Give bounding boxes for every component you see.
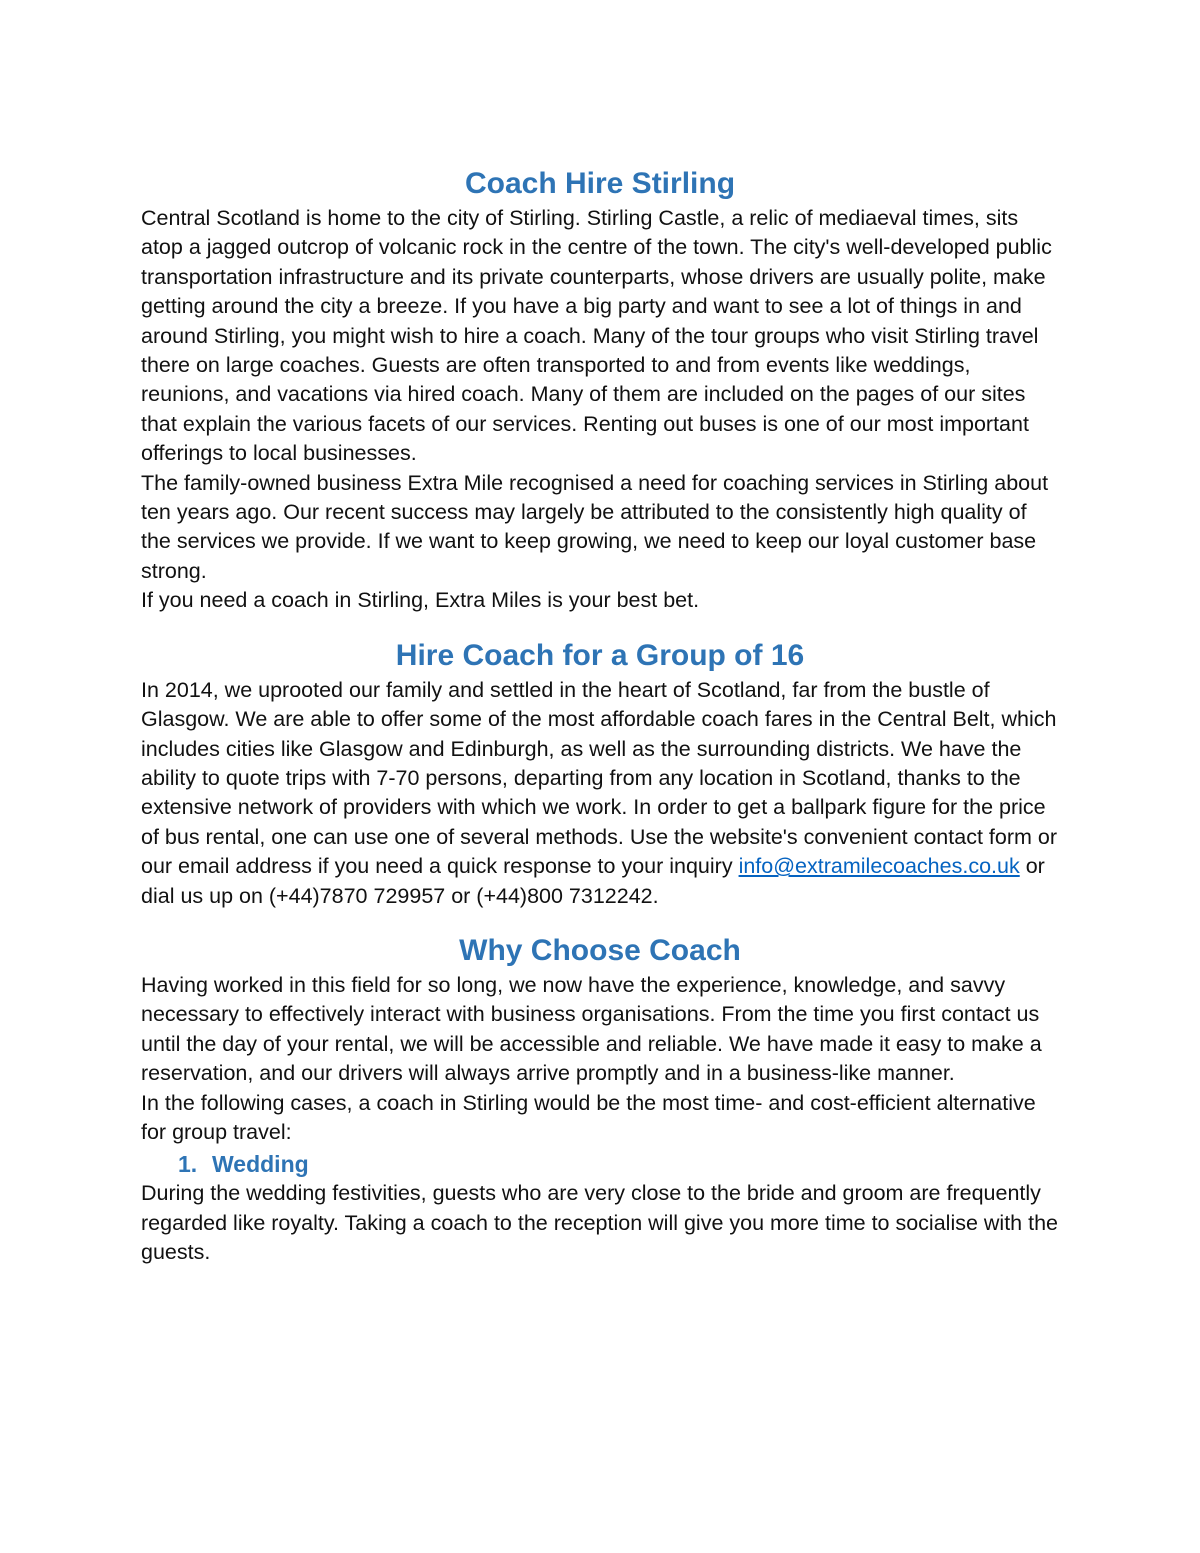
following-cases-paragraph: In the following cases, a coach in Stirling would be the most time- and cost-efficient alternative for group travel: (141, 1090, 1036, 1144)
section-heading-group-of-16: Hire Coach for a Group of 16 (395, 638, 805, 672)
list-item-number: 1. (178, 1151, 198, 1178)
group-hire-paragraph (141, 676, 1059, 911)
document-page (141, 160, 1059, 1268)
experience-paragraph: Having worked in this field for so long, we now have the experience, knowledge, and savvy necessary to effectively interact with business organisations. From the time you first contact us until the day of your rental, we will be accessible and reliable. We have made it easy to make a reservation, and our drivers will always arrive promptly and in a business-like manner. (141, 972, 1042, 1086)
best-bet-paragraph: If you need a coach in Stirling, Extra Miles is your best bet. (141, 588, 700, 613)
intro-paragraph: Central Scotland is home to the city of Stirling. Stirling Castle, a relic of mediaeval times, sits atop a jagged outcrop of volcanic rock in the centre of the town. The city's well-developed public transportation infrastructure and its private counterparts, whose drivers are usually polite, make getting around the city a breeze. If you have a big party and want to see a lot of things in and around Stirling, you might wish to hire a coach. Many of the tour groups who visit Stirling travel there on large coaches. Guests are often transported to and from events like weddings, reunions, and vacations via hired coach. Many of them are included on the pages of our sites that explain the various facets of our services. Renting out buses is one of our most important offerings to local businesses. (141, 206, 1052, 466)
family-business-paragraph: The family-owned business Extra Mile recognised a need for coaching services in Stirling about ten years ago. Our recent success may largely be attributed to the consistently high quality of the services we provide. If we want to keep growing, we need to keep our loyal customer base strong. (141, 470, 1049, 583)
group-hire-text-before-link: In 2014, we uprooted our family and settled in the heart of Scotland, far from the bustle of Glasgow. We are able to offer some of the most affordable coach fares in the Central Belt, which includes cities like Glasgow and Edinburgh, as well as the surrounding districts. We have the ability to quote trips with 7-70 persons, departing from any location in Scotland, thanks to the extensive network of providers with which we work. In order to get a ballpark figure for the price of bus rental, one can use one of several methods. Use the website's convenient contact form or our email address if you need a quick response to your inquiry (141, 677, 1057, 879)
list-item-wedding-heading (178, 1149, 1059, 1179)
section-heading-why-choose-coach: Why Choose Coach (459, 933, 741, 967)
section-heading-coach-hire-stirling: Coach Hire Stirling (464, 167, 736, 200)
wedding-paragraph: During the wedding festivities, guests who are very close to the bride and groom are frequently regarded like royalty. Taking a coach to the reception will give you more time to socialise with the guests. (141, 1181, 1058, 1265)
group-hire-text-after-link: or dial us up on (+44)7870 729957 or (+44)800 7312242. (141, 854, 1045, 908)
list-item-title: Wedding (212, 1151, 309, 1178)
email-link[interactable]: info@extramilecoaches.co.uk (738, 854, 1020, 879)
